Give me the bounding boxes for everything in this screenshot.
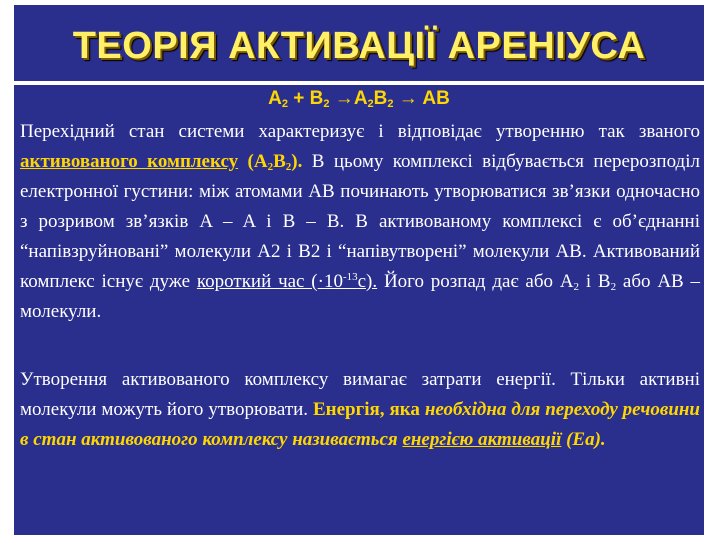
short-time-text: короткий час ( [196,271,318,292]
activation-energy-term: енергією активації [402,429,562,450]
short-time-phrase [197,271,377,292]
p1-formula-open: (A [238,151,268,172]
reaction-formula [14,87,704,116]
p1-formula-mid: B [273,151,286,172]
formula-a-sub: 2 [281,98,289,110]
formula-complex-a-sub: 2 [367,98,374,110]
multiply-dot: · [317,271,324,292]
p2-italic-definition: необхідна для переходу речовини в стан активованого комплексу називається [20,399,701,450]
p1-complex-formula [238,151,302,172]
formula-arrow-2: → [393,88,418,109]
p1-formula-sub-2: 2 [285,161,292,173]
formula-arrow-1: → [329,88,354,109]
p1-text-1: Перехідний стан системи характеризує і відповідає утворенню так званого [20,121,700,142]
p1-text-4-end: або AB – молекули. [20,271,701,322]
p1-text-3: В цьому комплексі відбувається перерозподіл електронної густини: між атомами AB починають утворюватися зв’язки одночасно з розривом зв’язків A – A і B – B. В активованому комплексі є об’єднанні “напівзруйновані” молекули A2 і B2 і “напівутворені” молекули AB. Активований комплекс існує дуже [20,151,700,292]
formula-b-sub: 2 [323,98,330,110]
p1-formula-close: ). [291,151,303,172]
power-base: 10 [323,271,343,292]
formula-b: B [309,88,324,109]
p1-text-4: Його розпад дає або A [377,271,574,292]
paragraph-activation-energy [20,365,700,455]
slide [14,5,704,535]
formula-a: A [268,88,282,109]
seconds-unit: с). [357,271,378,292]
formula-complex-b-sub: 2 [387,98,394,110]
p2-bold-energy: Енергія, яка [312,399,420,420]
formula-plus: + [288,88,310,109]
slide-title: ТЕОРІЯ АКТИВАЦІЇ АРЕНІУСА [72,25,646,67]
title-divider [0,81,720,85]
p1-formula-sub-1: 2 [267,161,274,173]
paragraph-transition-state [20,117,700,327]
p2-text-1: Утворення активованого комплексу вимагає затрати енергії. Тільки активні молекули можуть його утворювати. [20,369,700,420]
activated-complex-term: активованого комплексу [20,151,239,172]
formula-product: AB [422,88,450,109]
formula-complex-a: A [353,88,368,109]
formula-complex-b: B [373,88,388,109]
p2-ea-symbol: (Еа). [561,429,606,450]
p1-text-4-mid: і B [579,271,611,292]
p1-text-4-sub-2: 2 [610,281,617,293]
p1-text-4-sub-1: 2 [573,281,580,293]
power-exponent: -13 [342,271,358,283]
